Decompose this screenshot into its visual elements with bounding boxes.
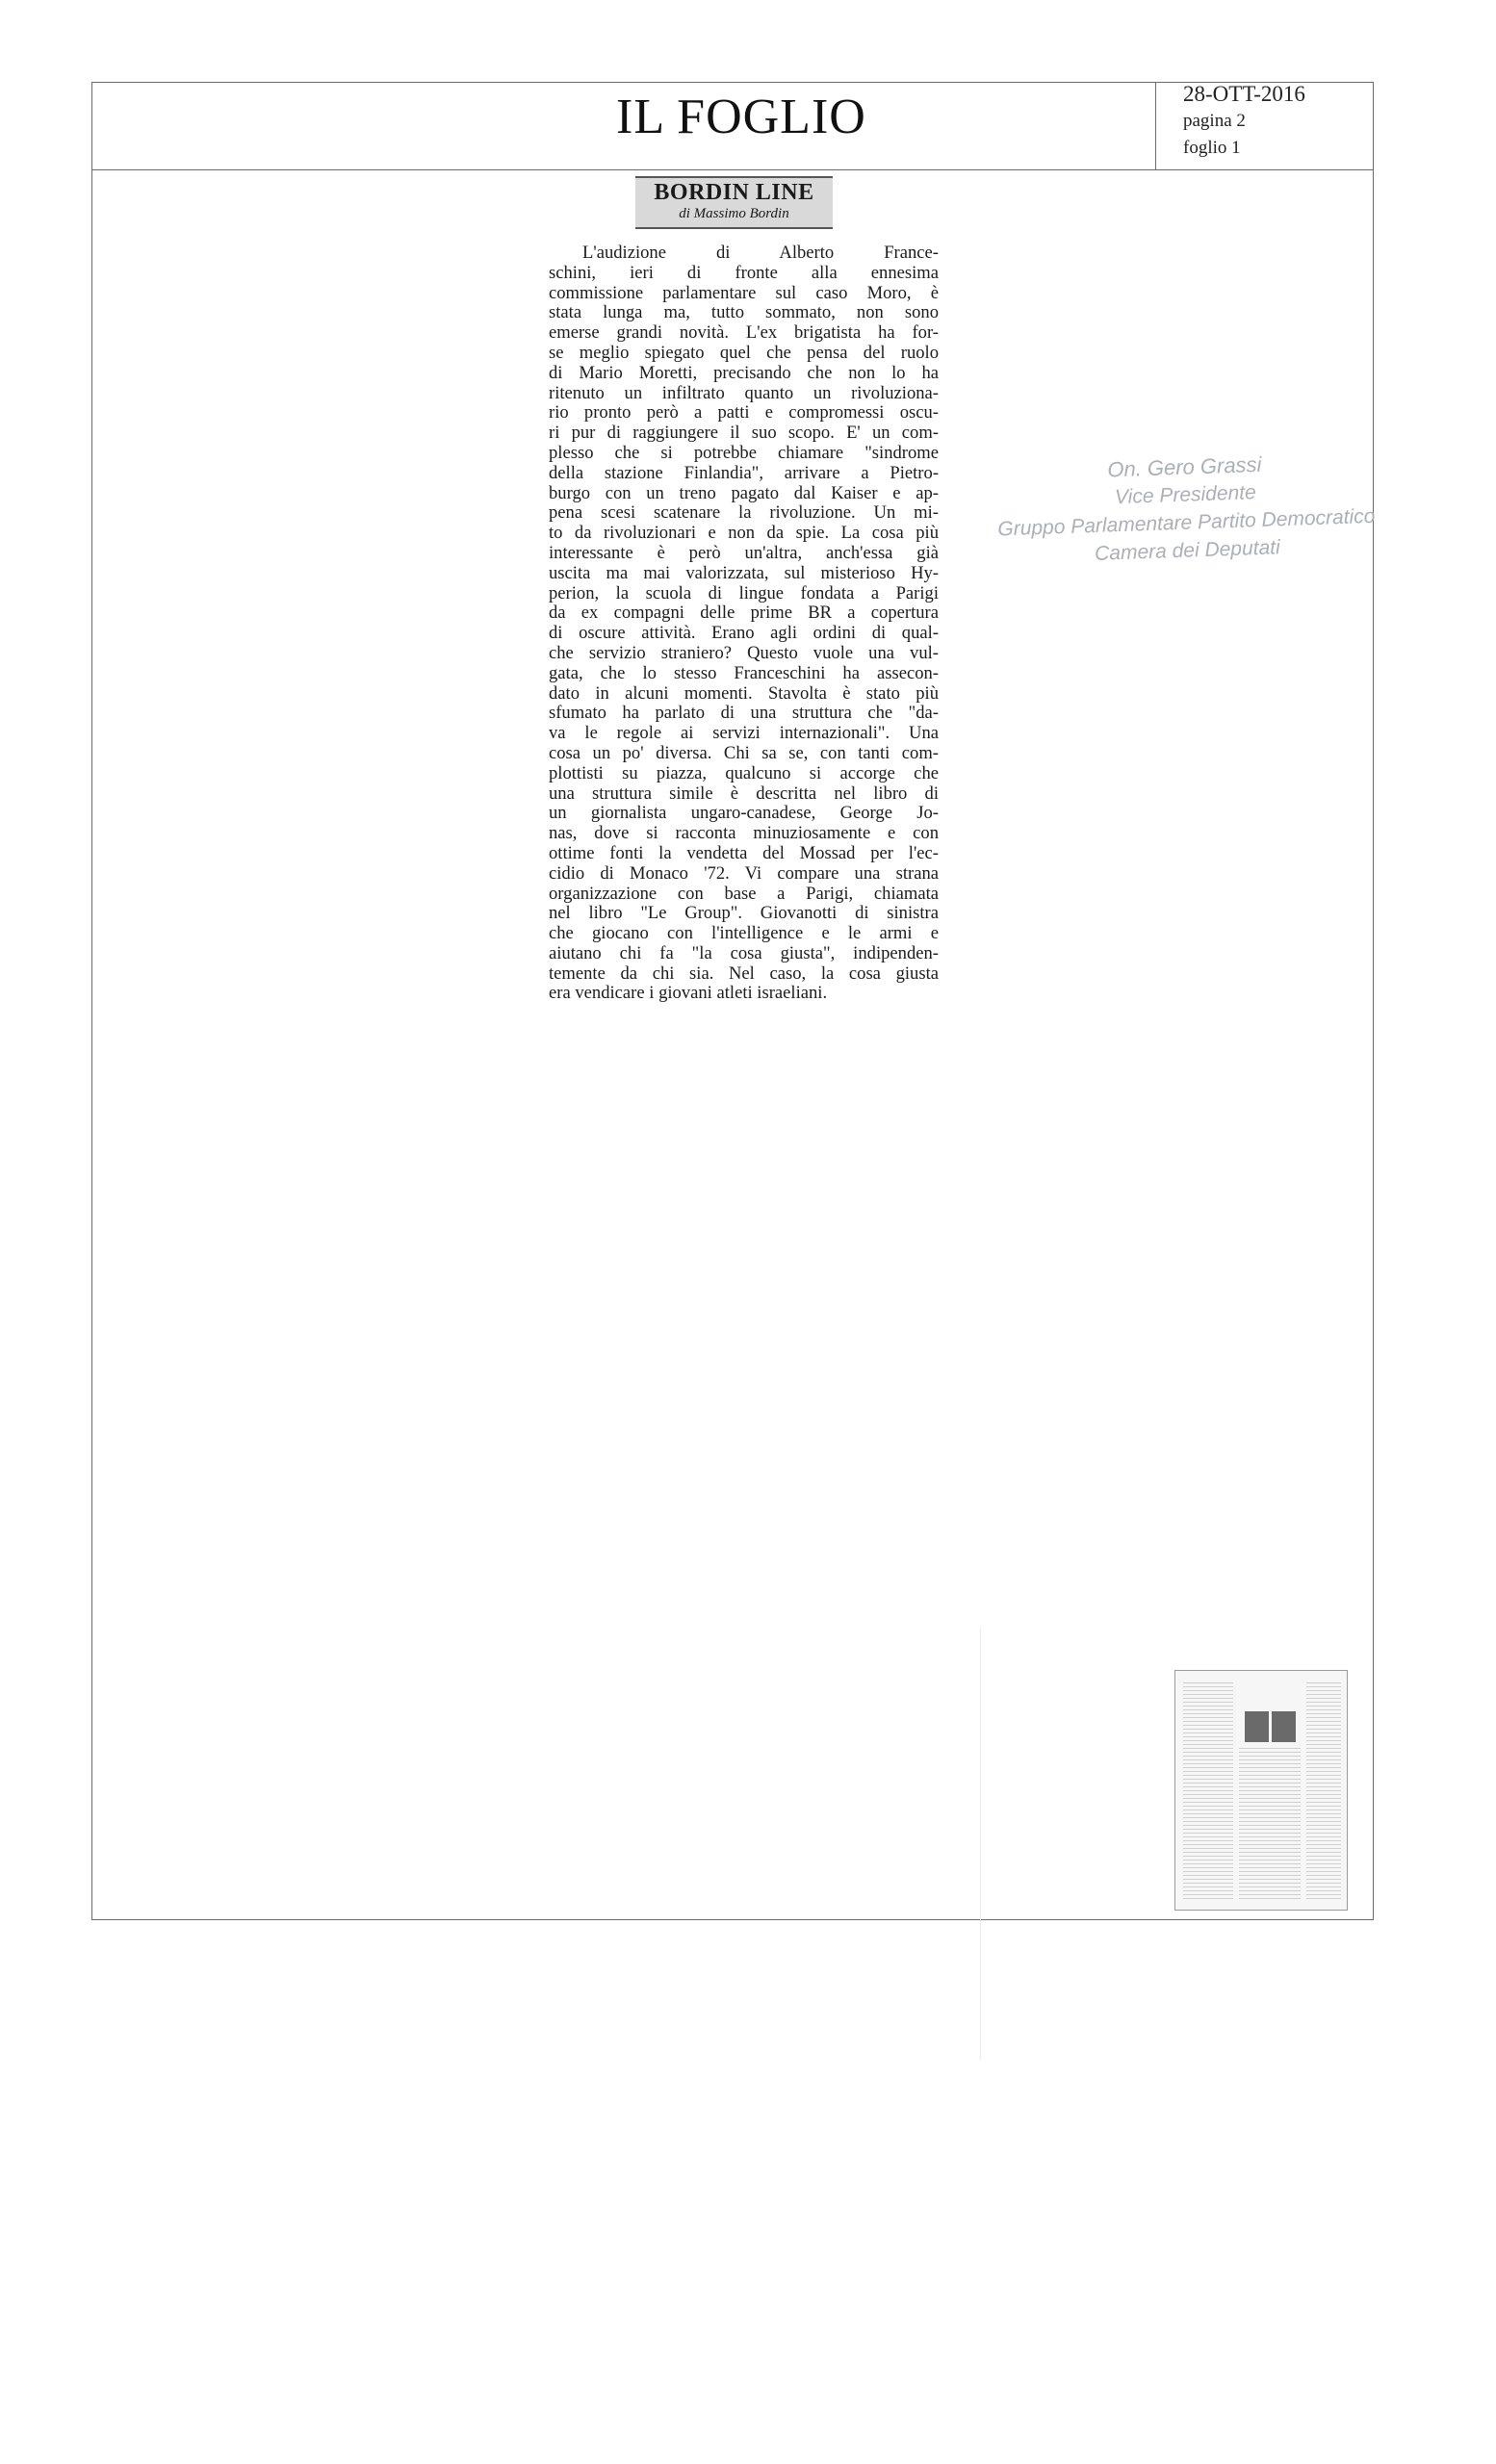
article-line: pena scesi scatenare la rivoluzione. Un mi- (549, 502, 939, 524)
thumbnail-column (1239, 1748, 1301, 1902)
article-line: commissione parlamentare sul caso Moro, è (549, 282, 939, 303)
article-line: va le regole ai servizi internazionali". Una (549, 723, 939, 744)
article-line: se meglio spiegato quel che pensa del ruolo (549, 342, 939, 363)
deputy-stamp (982, 446, 1390, 572)
scan-artifact-line (980, 1627, 981, 2060)
article-line: un giornalista ungaro-canadese, George Jo- (549, 803, 939, 824)
article-line: ottime fonti la vendetta del Mossad per l'ec- (549, 842, 939, 863)
stamp-chamber: Camera dei Deputati (1094, 536, 1281, 565)
column-title: BORDIN LINE (654, 180, 814, 205)
thumbnail-column (1183, 1682, 1233, 1902)
stamp-group: Gruppo Parlamentare Partito Democratico (997, 504, 1376, 541)
article-line: plottisti su piazza, qualcuno si accorge che (549, 762, 939, 783)
article-line: che servizio straniero? Questo vuole una vul- (549, 642, 939, 663)
article-line: perion, la scuola di lingue fondata a Parigi (549, 582, 939, 603)
article-line: schini, ieri di fronte alla ennesima (549, 262, 939, 283)
article-line: interessante è però un'altra, anch'essa già (549, 542, 939, 563)
article-line: nas, dove si racconta minuziosamente e con (549, 823, 939, 844)
article-line: L'audizione di Alberto France- (582, 243, 939, 263)
publication-date: 28-OTT-2016 (1183, 82, 1305, 106)
page-number: pagina 2 (1183, 111, 1246, 131)
article-line: organizzazione con base a Parigi, chiamata (549, 883, 939, 904)
article-line: to da rivoluzionari e non da spie. La cosa più (549, 523, 939, 544)
article-line: sfumato ha parlato di una struttura che "da- (549, 703, 939, 724)
article-line: nel libro "Le Group". Giovanotti di sinistra (549, 903, 939, 924)
thumbnail-image (1272, 1711, 1296, 1742)
thumbnail-image (1245, 1711, 1269, 1742)
page-thumbnail (1174, 1670, 1348, 1911)
article-line: ri pur di raggiungere il suo scopo. E' un com- (549, 423, 939, 444)
masthead: IL FOGLIO (616, 90, 866, 144)
article-line: emerse grandi novità. L'ex brigatista ha for- (549, 322, 939, 344)
article-line: dato in alcuni momenti. Stavolta è stato più (549, 682, 939, 704)
stamp-role: Vice Presidente (1114, 481, 1257, 509)
article-body (549, 244, 939, 1004)
article-line: uscita ma mai valorizzata, sul misterioso Hy- (549, 562, 939, 583)
article-line: gata, che lo stesso Franceschini ha assecon- (549, 662, 939, 683)
stamp-name: On. Gero Grassi (1106, 451, 1262, 482)
article-line: ritenuto un infiltrato quanto un rivoluziona- (549, 382, 939, 403)
article-line: della stazione Finlandia", arrivare a Pietro- (549, 462, 939, 483)
article-line: temente da chi sia. Nel caso, la cosa giusta (549, 962, 939, 984)
article-line: plesso che si potrebbe chiamare "sindrome (549, 442, 939, 463)
article-line: di Mario Moretti, precisando che non lo ha (549, 362, 939, 383)
column-byline: di Massimo Bordin (679, 206, 789, 221)
article-line: di oscure attività. Erano agli ordini di qual- (549, 623, 939, 644)
date-box (1155, 82, 1374, 170)
article-line: aiutano chi fa "la cosa giusta", indipenden- (549, 942, 939, 963)
article-line: cosa un po' diversa. Chi sa se, con tanti com- (549, 742, 939, 763)
article-line: da ex compagni delle prime BR a copertura (549, 603, 939, 624)
article-line: era vendicare i giovani atleti israeliani. (549, 983, 828, 1004)
article-line: rio pronto però a patti e compromessi oscu- (549, 402, 939, 424)
sheet-number: foglio 1 (1183, 138, 1241, 158)
article-line: burgo con un treno pagato dal Kaiser e ap- (549, 482, 939, 503)
article-line: stata lunga ma, tutto sommato, non sono (549, 302, 939, 323)
article-line: cidio di Monaco '72. Vi compare una strana (549, 862, 939, 884)
thumbnail-column (1306, 1682, 1341, 1902)
article-line: che giocano con l'intelligence e le armi e (549, 923, 939, 944)
column-heading (635, 176, 833, 229)
article-line: una struttura simile è descritta nel libro di (549, 783, 939, 804)
